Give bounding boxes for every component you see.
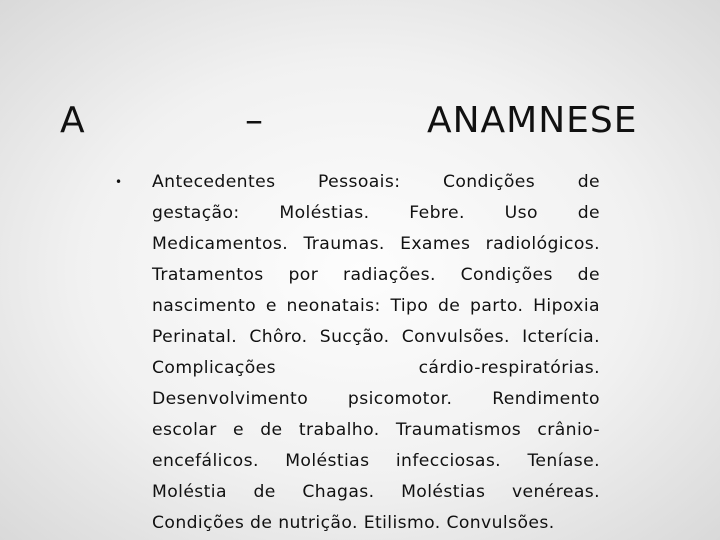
text-word: psicomotor. — [347, 389, 453, 409]
text-line — [152, 353, 600, 384]
text-word: Febre. — [409, 203, 465, 223]
text-word: venéreas. — [511, 482, 600, 502]
bullet-marker: • — [115, 175, 123, 189]
text-word: de — [577, 203, 600, 223]
text-word: Complicações — [152, 358, 276, 378]
text-word: crânio- — [537, 420, 600, 440]
title-dash: – — [245, 100, 264, 141]
text-word: Rendimento — [492, 389, 600, 409]
text-line — [152, 291, 600, 322]
text-word: Moléstia — [152, 482, 227, 502]
text-word: de — [577, 172, 600, 192]
text-word: Icterícia. — [522, 327, 600, 347]
text-word: Chôro. — [249, 327, 308, 347]
text-line — [152, 508, 600, 539]
text-word: Tratamentos — [152, 265, 264, 285]
text-word: e — [265, 296, 277, 316]
text-line — [152, 322, 600, 353]
text-word: Traumas. — [303, 234, 385, 254]
text-word: Condições — [460, 265, 553, 285]
text-word: Medicamentos. — [152, 234, 289, 254]
text-word: radiológicos. — [485, 234, 600, 254]
text-word: Traumatismos — [395, 420, 522, 440]
text-word: de — [577, 265, 600, 285]
text-word: cárdio-respiratórias. — [418, 358, 600, 378]
text-word: parto. — [470, 296, 524, 316]
text-word: Perinatal. — [152, 327, 238, 347]
text-word: Moléstias. — [279, 203, 370, 223]
text-word: Moléstias — [285, 451, 370, 471]
text-word: e — [232, 420, 244, 440]
text-word: trabalho. — [298, 420, 380, 440]
text-word: Antecedentes — [152, 172, 276, 192]
text-word: Uso — [504, 203, 538, 223]
text-line — [152, 260, 600, 291]
slide-title — [0, 98, 720, 144]
text-line — [152, 229, 600, 260]
text-word: Condições — [442, 172, 536, 192]
text-line — [152, 415, 600, 446]
text-word: de — [260, 420, 283, 440]
text-word: Tipo — [390, 296, 429, 316]
text-line — [152, 477, 600, 508]
text-line — [152, 167, 600, 198]
text-word: Exames — [400, 234, 471, 254]
title-word: ANAMNESE — [427, 100, 638, 141]
text-word: Convulsões. — [401, 327, 510, 347]
text-word: de — [437, 296, 461, 316]
text-word: radiações. — [343, 265, 436, 285]
text-word: Condições de nutrição. Etilismo. Convulsões. — [152, 513, 555, 533]
text-line — [152, 198, 600, 229]
text-word: por — [288, 265, 319, 285]
text-word: infecciosas. — [395, 451, 502, 471]
text-word: Moléstias — [401, 482, 486, 502]
text-word: de — [253, 482, 276, 502]
text-word: Pessoais: — [317, 172, 401, 192]
text-word: nascimento — [152, 296, 257, 316]
bullet-paragraph — [152, 167, 600, 539]
text-word: encefálicos. — [152, 451, 259, 471]
text-word: neonatais: — [286, 296, 381, 316]
text-word: escolar — [152, 420, 217, 440]
text-word: Chagas. — [302, 482, 375, 502]
text-line — [152, 446, 600, 477]
text-word: Desenvolvimento — [152, 389, 309, 409]
text-word: Teníase. — [527, 451, 600, 471]
text-word: Hipoxia — [533, 296, 600, 316]
title-letter: A — [60, 100, 86, 141]
text-line — [152, 384, 600, 415]
text-word: gestação: — [152, 203, 240, 223]
text-word: Sucção. — [319, 327, 390, 347]
